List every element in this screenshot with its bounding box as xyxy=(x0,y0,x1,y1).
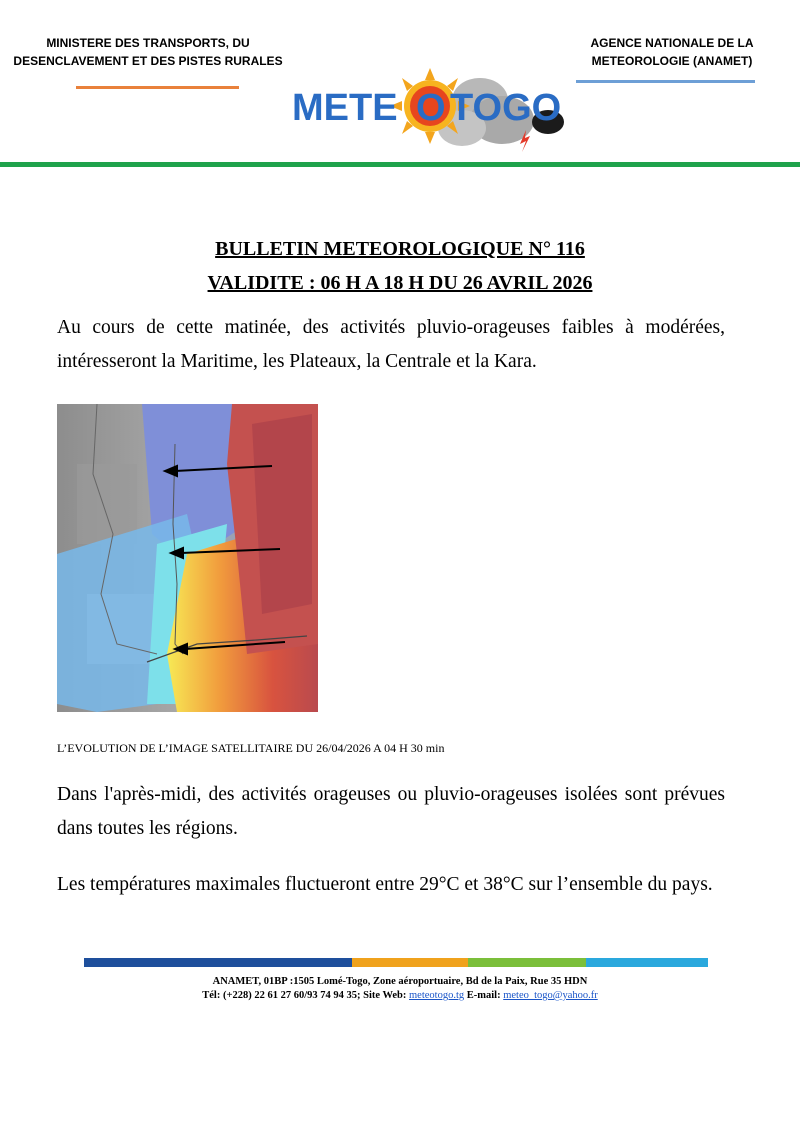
agency-line-2: METEOROLOGIE (ANAMET) xyxy=(591,54,753,68)
morning-forecast: Au cours de cette matinée, des activités pluvio-orageuses faibles à modérées, intéresseront la Maritime, les Plateaux, la Centrale et la Kara. xyxy=(57,317,725,372)
agency-header xyxy=(560,34,784,70)
ministry-line-1: MINISTERE DES TRANSPORTS, DU xyxy=(46,36,250,50)
footer-bar-cyan xyxy=(586,958,708,967)
meteo-togo-logo xyxy=(280,66,600,152)
agency-underline xyxy=(576,80,755,83)
bulletin-validity: VALIDITE : 06 H A 18 H DU 26 AVRIL 2026 xyxy=(207,272,593,294)
footer-bar-blue xyxy=(84,958,352,967)
agency-line-1: AGENCE NATIONALE DE LA xyxy=(590,36,754,50)
header-divider xyxy=(0,162,800,167)
logo-text-meteo: METE xyxy=(292,87,398,129)
footer-bar-orange xyxy=(352,958,468,967)
email-link[interactable]: meteo_togo@yahoo.fr xyxy=(503,990,598,1001)
image-caption: L’EVOLUTION DE L’IMAGE SATELLITAIRE DU 26/04/2026 A 04 H 30 min xyxy=(57,741,445,755)
footer-email-label: E-mail: xyxy=(464,990,504,1001)
ministry-underline xyxy=(76,86,239,89)
temperature-forecast: Les températures maximales fluctueront entre 29°C et 38°C sur l’ensemble du pays. xyxy=(57,874,713,895)
logo-text-o: O xyxy=(416,87,446,129)
website-link[interactable]: meteotogo.tg xyxy=(409,990,465,1001)
footer-bar-green xyxy=(468,958,586,967)
satellite-image xyxy=(57,404,318,712)
ministry-line-2: DESENCLAVEMENT ET DES PISTES RURALES xyxy=(13,54,283,68)
logo-text-togo: TOGO xyxy=(450,87,562,129)
footer-phone: Tél: (+228) 22 61 27 60/93 74 94 35; Site Web: xyxy=(202,990,409,1001)
bulletin-title: BULLETIN METEOROLOGIQUE N° 116 xyxy=(215,238,585,260)
afternoon-forecast: Dans l'après-midi, des activités orageuses ou pluvio-orageuses isolées sont prévues dans toutes les régions. xyxy=(57,784,725,839)
footer-contact xyxy=(0,990,800,1001)
ministry-header xyxy=(0,34,296,70)
footer-address: ANAMET, 01BP :1505 Lomé-Togo, Zone aéroportuaire, Bd de la Paix, Rue 35 HDN xyxy=(212,976,588,987)
